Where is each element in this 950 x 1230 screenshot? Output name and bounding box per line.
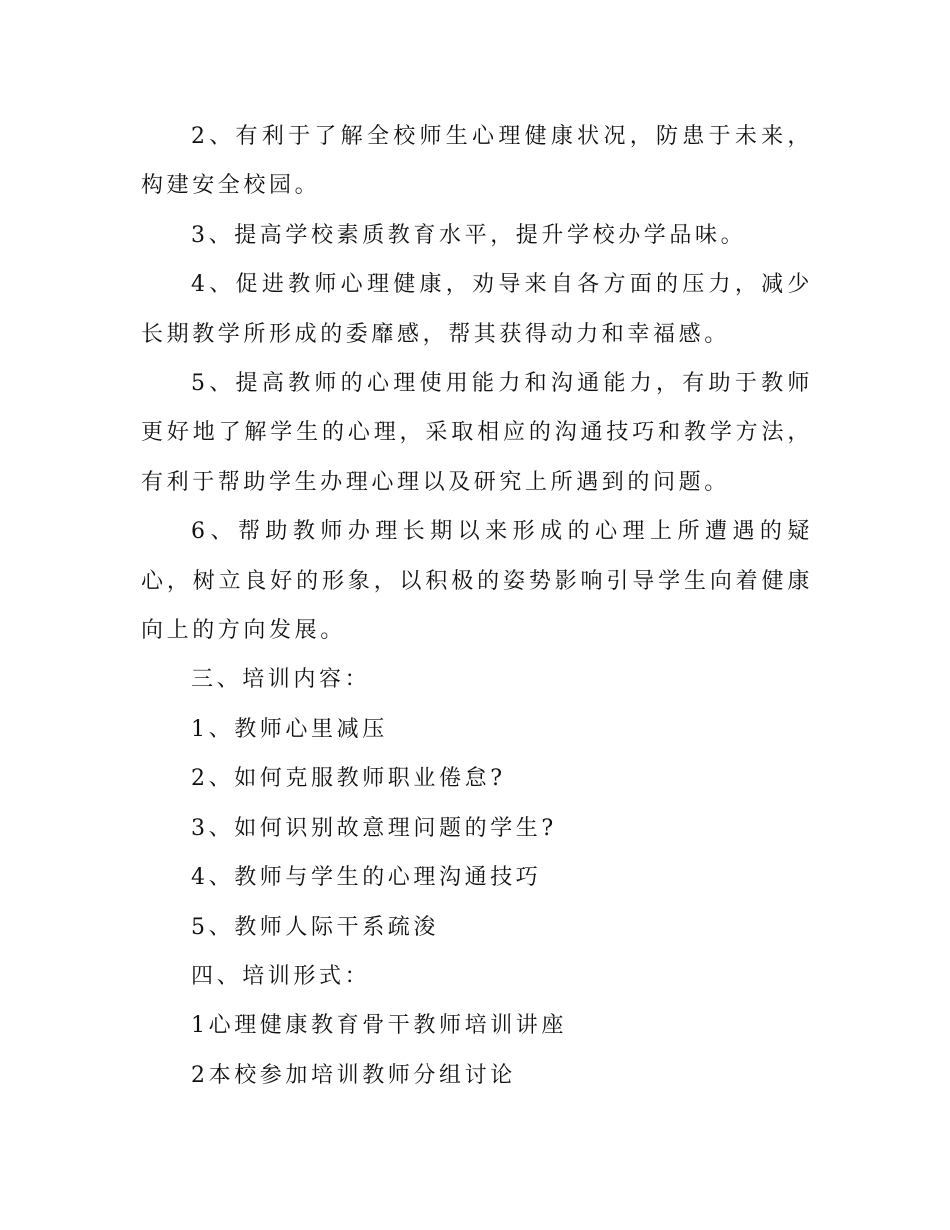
paragraph-benefit-3: 3、提高学校素质教育水平，提升学校办学品味。 (191, 222, 747, 248)
paragraph-benefit-6: 6、帮助教师办理长期以来形成的心理上所遭遇的疑心，树立良好的形象，以积极的姿势影响引导学生向着健康向上的方向发展。 (141, 519, 813, 644)
paragraph-benefit-5: 5、提高教师的心理使用能力和沟通能力，有助于教师更好地了解学生的心理，采取相应的沟通技巧和教学方法，有利于帮助学生办理心理以及研究上所遇到的问题。 (141, 371, 813, 495)
document-body (141, 112, 813, 1100)
paragraph-benefit-2: 2、有利于了解全校师生心理健康状况，防患于未来，构建安全校园。 (141, 124, 813, 199)
section-heading-training-form: 四、培训形式： (191, 963, 371, 989)
list-item-content-1: 1、教师心里减压 (191, 716, 388, 742)
list-item-form-1: 1心理健康教育骨干教师培训讲座 (191, 1013, 567, 1039)
list-item-content-4: 4、教师与学生的心理沟通技巧 (191, 865, 542, 891)
list-item-content-2: 2、如何克服教师职业倦怠? (191, 766, 506, 792)
section-heading-training-content: 三、培训内容： (191, 667, 371, 693)
list-item-form-2: 2本校参加培训教师分组讨论 (191, 1062, 516, 1088)
list-item-content-5: 5、教师人际干系疏浚 (191, 914, 439, 940)
paragraph-benefit-4: 4、促进教师心理健康，劝导来自各方面的压力，减少长期教学所形成的委靡感，帮其获得动力和幸福感。 (141, 272, 813, 347)
list-item-content-3: 3、如何识别故意理问题的学生? (191, 815, 557, 841)
